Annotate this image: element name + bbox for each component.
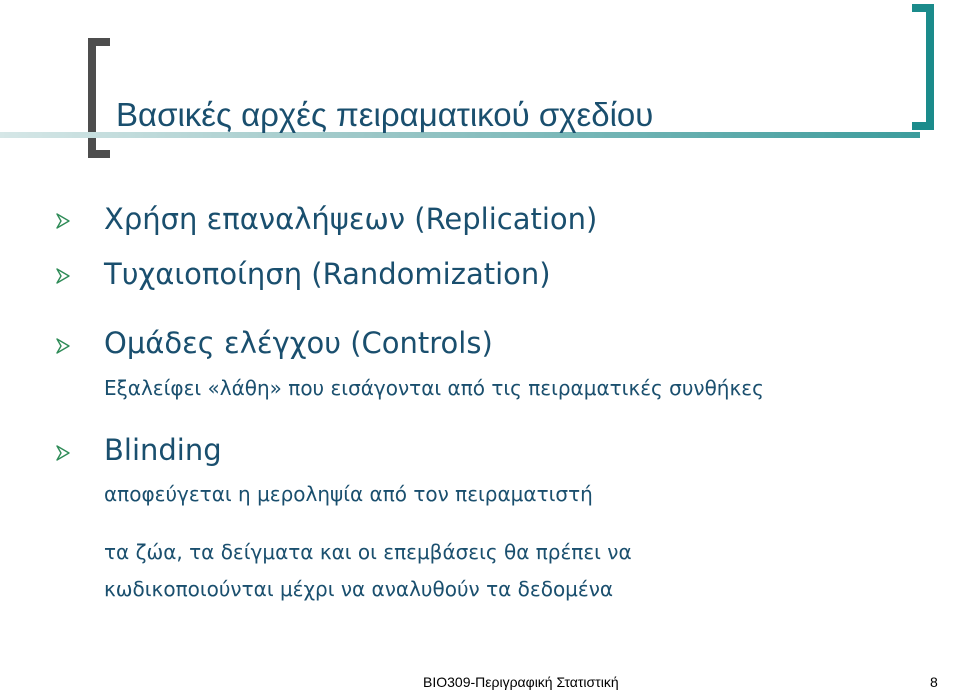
slide-title: Βασικές αρχές πειραματικού σχεδίου [116, 96, 654, 133]
arrow-bullet-icon [56, 445, 70, 461]
bullet-controls-subtext: Εξαλείφει «λάθη» που εισάγονται από τις πειραματικές συνθήκες [104, 376, 764, 400]
bullet-randomization: Τυχαιοποίηση (Randomization) [104, 257, 551, 291]
bullet-controls: Ομάδες ελέγχου (Controls) [104, 326, 493, 360]
bullet-blinding: Blinding [104, 433, 222, 467]
arrow-bullet-icon [56, 268, 70, 284]
left-bracket-decoration [88, 38, 110, 158]
footer-course-label: ΒΙΟ309-Περιγραφική Στατιστική [423, 674, 619, 690]
bullet-blinding-subtext: αποφεύγεται η μεροληψία από τον πειραματιστή [104, 482, 593, 506]
right-bracket-decoration [912, 4, 934, 130]
page-number: 8 [930, 674, 938, 690]
paragraph-line-1: τα ζώα, τα δείγματα και οι επεμβάσεις θα πρέπει να [104, 540, 632, 564]
paragraph-line-2: κωδικοποιούνται μέχρι να αναλυθούν τα δεδομένα [104, 577, 614, 601]
bullet-replication: Χρήση επαναλήψεων (Replication) [104, 202, 598, 236]
arrow-bullet-icon [56, 213, 70, 229]
arrow-bullet-icon [56, 338, 70, 354]
